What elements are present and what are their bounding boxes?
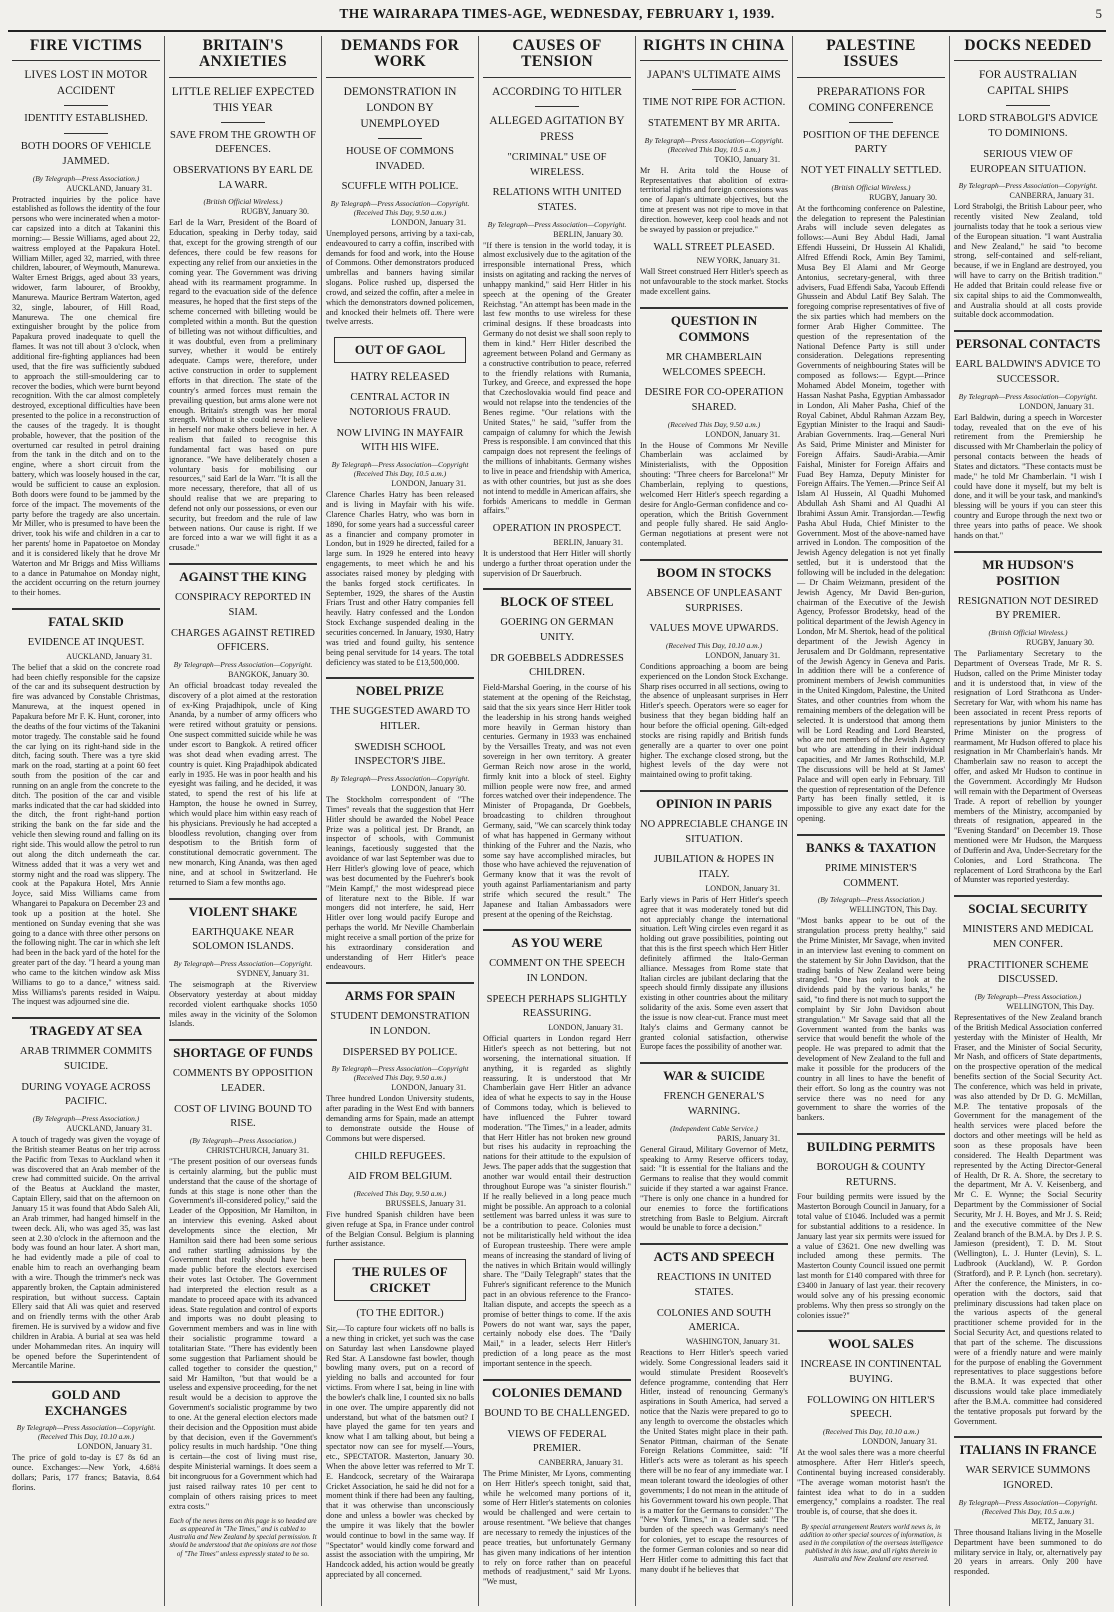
subheading: NOW LIVING IN MAYFAIR WITH HIS WIFE.	[336, 427, 464, 454]
divider	[378, 138, 422, 139]
subheading: MINISTERS AND MEDICAL MEN CONFER.	[962, 924, 1094, 950]
copyright-note: Each of the news items on this page is so headed are as appeared in "The Times," and is cabled to Australia and New Zealand by special permission. It should be understood that the opinions are not those of "The Times" unless expressly stated to be so.	[169, 1517, 317, 1558]
story-headline: THE RULES OF CRICKET	[334, 1259, 466, 1301]
story-headline: BLOCK OF STEEL	[483, 588, 631, 610]
subheading: COST OF LIVING BOUND TO RISE.	[174, 1103, 312, 1130]
article-body: Four building permits were issued by the Masterton Borough Council in January, for a total value of £1046. Included was a permit for substantial additions to a residence. In January last year six permits were issued for a value of £3621. One new dwelling was included among these permits. The Masterton County Council issued one permit last month for £140 compared with three for £3400 in January of last year. their recovery would solve any of his pressing economic problems. Why then press so strongly on the colonies issue?"	[797, 1192, 945, 1320]
subheading: COMMENTS BY OPPOSITION LEADER.	[172, 1068, 314, 1094]
subheading: STUDENT DEMONSTRATION IN LONDON.	[330, 1011, 470, 1037]
article-body: The Stockholm correspondent of "The Times" reveals that the suggestion that Herr Hitler should be awarded the Nobel Peace Prize was a political jest. Dr Brandt, an inspector of schools, with Communist leanings, facetiously suggested that the avoidance of war last September was due to Herr Hitler's glowing love of peace, which was best documented by the Fuehrer's book "Mein Kampf," the most widespread piece of literature next to the Bible. If war mongers did not interfere, he said, Herr Hitler over long would pacify Europe and perhaps the world. Mr Neville Chamberlain might receive a small portion of the prize for his extraordinary consideration and understanding of Herr Hitler's peace endeavours.	[326, 795, 474, 972]
story-headline: MR HUDSON'S POSITION	[954, 551, 1102, 589]
subheading: CHARGES AGAINST RETIRED OFFICERS.	[171, 627, 315, 654]
dateline: BERLIN, January 31.	[553, 537, 623, 547]
dateline: LONDON, January 31.	[1019, 401, 1094, 411]
story-headline: NOBEL PRIZE	[326, 677, 474, 699]
byline: By Telegraph—Press Association—Copyright. (Received This Day, 10.10 a.m.)	[16, 1423, 156, 1442]
article-body: Field-Marshal Goering, in the course of his statement at the opening of the Reichstag, said that the six years since Herr Hitler took the leadership in his strong hands weighed more heavily in German history than centuries. Germany in 1933 was enchained by the Versailles Treaty, and was not even sovereign in her own territory. A greater German Reich now arose in the world, firmly knit into a block of steel. Eighty million people were now free, and armed forces watched over their independence. The Minister of Propaganda, Dr Goebbels, broadcasting to children throughout Germany, said, "We can scarcely think today of what has happened in Germany without thinking of the Fuhrer and the Nazis, who some say have accomplished miracles, but those who have achieved the rejuvenation of Germany know that it was the revolt of youth against Parliamentarianism and party strife which secured the result." The Japanese and Italian Ambassadors were present at the opening of the Reichstag.	[483, 683, 631, 919]
subheading: PRACTITIONER SCHEME DISCUSSED.	[967, 959, 1089, 986]
subheading: STATEMENT BY MR ARITA.	[648, 118, 780, 130]
subheading: FOR AUSTRALIAN CAPITAL SHIPS	[978, 69, 1078, 98]
story-headline: OPINION IN PARIS	[640, 790, 788, 812]
dateline: BERLIN, January 30.	[553, 229, 623, 239]
byline: (British Official Wireless.)	[988, 628, 1068, 638]
article-body: Earl Baldwin, during a speech in Worcester today, revealed that on the eve of his retirement from the Premiership he discussed with Mr Chamberlain the policy of personal contacts between the heads of States and dictators. "These contacts must be made," he told Mr Chamberlain. "I wish I could have done it myself, but my belt is done, and it will be your task, and mankind's blessing will be yours if you can steer this country and Europe through the next two or three years into paths of peace. We shook hands on that."	[954, 412, 1102, 540]
dateline: LONDON, January 31.	[77, 1442, 152, 1452]
subheading: DR GOEBBELS ADDRESSES CHILDREN.	[490, 652, 624, 679]
subheading: EVIDENCE AT INQUEST.	[27, 637, 145, 649]
column-fire-victims	[8, 36, 165, 1606]
byline: By Telegraph—Press Association—Copyright.	[173, 659, 313, 669]
byline: By Telegraph—Press Association—Copyright (Received This Day, 9.50 a.m.)	[331, 1064, 469, 1083]
subheading: NO APPRECIABLE CHANGE IN SITUATION.	[640, 819, 788, 845]
subheading: COLONIES AND SOUTH AMERICA.	[656, 1307, 772, 1334]
dateline: LONDON, January 31.	[862, 1437, 937, 1447]
subheading: SWEDISH SCHOOL INSPECTOR'S JIBE.	[354, 741, 446, 768]
byline: (By Telegraph—Press Association.)	[974, 992, 1082, 1002]
headline: PALESTINE ISSUES	[797, 36, 945, 78]
subheading: RELATIONS WITH UNITED STATES.	[492, 187, 622, 213]
subheading: WAR SERVICE SUMMONS IGNORED.	[965, 1465, 1091, 1492]
story-headline: ACTS AND SPEECH	[640, 1243, 788, 1265]
story-headline: GOLD AND EXCHANGES	[12, 1381, 160, 1419]
article-body: At the wool sales there was a more cheerful atmosphere. After Herr Hitler's speech, Continental buying increased considerably. "The average woman motorist hasn't the faintest idea what to do in a sudden emergency," complains a roadster. The real trouble is, of course, that she does it.	[797, 1448, 945, 1517]
article-body: Protracted inquiries by the police have established as follows the identity of the four persons who were incinerated when a motor-car capsized into a ditch at Takanini this morning:— Bessie Williams, aged about 22, waitress employed at the Papakura Hotel. William Miller, aged 32, married, with three children, labourer, of Weymouth, Manurewa. Walter Ernest Briggs, aged about 33 years, widower, farm labourer, of Brookby, Manurewa. Maurice Bertram Waterton, aged 32, single, labourer, of Hill Road, Manurewa. The one chemical fire extinguisher brought by the police from Papakura proved inadequate to quell the flames. It was not till about 3 o'clock, when additional fire-fighting appliances had been used, that the fire was sufficiently subdued to approach the still-smouldering car to recover the bodies, which were burnt beyond recognition. With the car almost completely destroyed, exceptional difficulties have been presented to the police in a reconstruction of the causes of the tragedy. It is thought probable, however, that the position of the overturned car resulted in petrol draining from the tank in the ditch and on to the engine, where a short circuit from the battery, which was loosely housed in the car, would be sufficient to cause an explosion. Both doors were found to be jammed by the force of the impact. The movements of the party before the tragedy are also uncertain. Mr Miller, who is presumed to have been the driver, took his wife and children in a car to her parents' home in Papatoetoe on Monday and it is considered likely that he drove Mr Waterton and Mr Briggs and Miss Williams to a dance in Patumahoe on Monday night, the accident occurring on the return journey to their homes.	[12, 194, 160, 598]
dateline: AUCKLAND, January 31.	[66, 1124, 152, 1134]
story-headline: AGAINST THE KING	[169, 563, 317, 585]
dateline: RUGBY, January 30.	[241, 207, 309, 217]
subheading: PREPARATIONS FOR COMING CONFERENCE	[808, 85, 934, 114]
subheading: ACCORDING TO HITLER	[492, 85, 622, 98]
column-palestine-issues	[793, 36, 950, 1606]
story-headline: QUESTION IN COMMONS	[640, 307, 788, 345]
byline: By Telegraph—Press Association—Copyright. (Received This Day, 10.5 a.m.)	[644, 135, 784, 154]
dateline: RUGBY, January 30.	[1026, 638, 1094, 648]
subheading: FOLLOWING ON HITLER'S SPEECH.	[807, 1394, 935, 1421]
subheading: CONSPIRACY REPORTED IN SIAM.	[174, 592, 312, 618]
subheading: SERIOUS VIEW OF EUROPEAN SITUATION.	[969, 148, 1087, 175]
byline: By Telegraph—Press Association—Copyright. (Received This Day, 10.5 a.m.)	[958, 1497, 1098, 1516]
story-headline: ITALIANS IN FRANCE	[954, 1436, 1102, 1458]
byline: (British Official Wireless.)	[831, 182, 911, 192]
subheading: FRENCH GENERAL'S WARNING.	[663, 1091, 765, 1118]
divider	[1006, 105, 1050, 106]
subheading: THE SUGGESTED AWARD TO HITLER.	[329, 706, 471, 733]
article-body: "If there is tension in the world today, it is almost exclusively due to the agitation of the irresponsible international Press, which insists on agitating and racking the nerves of unhappy mankind," said Herr Hitler in his speech at the opening of the Greater Reichstag. "An attempt has been made in the last few months to use wireless for these criminal designs. If these broadcasts into Germany do not desist we shall soon reply to them in kind." Herr Hitler described the agreement between Poland and Germany as a constructive contribution to peace, referred to the friendly relations with Rumania, Turkey, and Greece, and expressed the hope that Czechoslovakia would find peace and would not relapse into the tendencies of the Benes regime. "Our relations with the United States," he said, "suffer from the campaign of calumny for which the Jewish Press is responsible. I am convinced that this campaign does not represent the feelings of the millions of inhabitants. Germany wishes to live in peace and friendship with America, as with other countries, but just as she does not intend to meddle in American affairs, she forbids Americans to meddle in German affairs."	[483, 240, 631, 516]
article-body: "The present position of our overseas funds is certainly alarming, but the public must understand that the cause of the shortage of funds at this stage is none other than the Government's ill-considered policy," said the Leader of the Opposition, Mr Hamilton, in an interview this evening. Asked about developments since the election, Mr Hamilton said there had been some serious and rather startling admissions by the Government that really should have been made public before the electors exercised their votes last October. The Government had interpreted the election result as a mandate to proceed apace with its advanced ideas. State regulation and control of exports and imports was no doubt pleasing to Government members and was in line with their socialistic programme toward a totalitarian State. "There has evidently been some suggestion that Parliament should be called together to consider the question," said Mr Hamilton, "but that would be a useless and expensive proceeding, for the net result would be a decision to approve the Government's socialistic programme by two to one. At the general election electors made their decision and the Opposition must abide by that decision, even if the Government's policy results in much hardship. "One thing is certain—the cost of living must rise, despite Ministerial warnings. It does seem a bit incongruous for a Government which had just raised railway rates 10 per cent to complain of others raising prices to meet extra costs."	[169, 1156, 318, 1511]
article-body: The Parliamentary Secretary to the Department of Overseas Trade, Mr R. S. Hudson, called on the Prime Minister today and it is understood that, in view of the resignation of Lord Strathcona as Under-Secretary for War, with whom his name has been associated in recent Press reports of representations by junior Ministers to the Prime Minister on the progress of rearmament, Mr Hudson offered to place his resignation in Mr Chamberlain's hands. Mr Chamberlain saw no reason to accept the offer, and asked Mr Hudson to continue in the Government. Accordingly Mr Hudson will remain with the Department of Overseas Trade. A report of rebellion by younger members of the Ministry, accompanied by threats of resignation, appeared in the "Evening Standard" on December 19. Those mentioned were Mr Hudson, the Marquess of Dufferin and Ava, Under-Secretary for the Colonies, and Lord Strathcona. The replacement of Lord Strathcona by the Earl of Munster was reported yesterday.	[954, 649, 1102, 885]
byline: By Telegraph—Press Association—Copyright (Received This Day, 10.5 a.m.)	[331, 460, 469, 479]
subheading: RESIGNATION NOT DESIRED BY PREMIER.	[957, 595, 1099, 622]
subheading: VIEWS OF FEDERAL PREMIER.	[507, 1428, 607, 1455]
byline: By Telegraph—Press Association—Copyright.	[958, 391, 1098, 401]
article-body: The belief that a skid on the concrete road had been chiefly responsible for the capsize of the car and its subsequent destruction by fire was advanced by Constable Christmas, Manurewa, at the inquest opened in Papakura before Mr F. K. Hunt, coroner, into the deaths of the four victims of the Takanini motor tragedy. The constable said he found the car lying on its right-hand side in the ditch, facing south. There was a tyre skid mark on the road, starting at a point 60 feet south from the position of the car and running on an angle from the concrete to the ditch. The position of the car and visible marks indicated that the car had skidded into the ditch, the front right-hand portion striking the bank on the far side and the vehicle then slewing round and falling on its right side. This would allow the petrol to run out along the ditch underneath the car. Witness added that it was a very wet and stormy night and the road was slippery. The cook at the Papakura Hotel, Mrs Annie Joyce, said Miss Williams came from Whangarei to Papakura on December 23 and took up a position at the hotel. She mentioned on Sunday evening that she was going to a dance with three other persons on the following night. The car in which she left had been in the back yard of the hotel for the greater part of the day. "I heard a young man who came to the kitchen window ask Miss Williams to go to a dance," witness said. Miss Williams's parents resided in Waipu. The inquest was adjourned sine die.	[12, 662, 160, 1007]
subheading: EARTHQUAKE NEAR SOLOMON ISLANDS.	[191, 926, 295, 953]
dateline: PARIS, January 31.	[717, 1133, 780, 1143]
divider	[221, 122, 265, 123]
headline: DEMANDS FOR WORK	[326, 36, 474, 78]
subheading: OBSERVATIONS BY EARL DE LA WARR.	[173, 165, 313, 191]
article-body: Sir,—To capture four wickets off no balls is a new thing in cricket, yet such was the case on Saturday last when Lansdowne played Red Star. A Lansdowne fast bowler, though bowling many overs, put on a record of yielding no balls and accounted for four victims. From where I sat, being in line with the bowler's chalk line, I counted six no balls in one over. The umpire apparently did not understand, but what of the batsmen out? I have played the game for ten years and know what I am talking about, but being a spectator now can see for myself.—Yours, etc., SPECTATOR. Masterton, January 30. When the above letter was referred to Mr T. E. Handcock, secretary of the Wairarapa Cricket Association, he said he did not for a moment think if there had been any faulting, that it was otherwise than unconsciously done and unless a bowler was checked by the umpire it was likely that the bowler would continue to bowl in the same way. If "Spectator" would kindly come forward and assist the association with the umpiring, Mr Handcock added, his action would be greatly appreciated by all concerned.	[326, 1324, 474, 1580]
article-body: Clarence Charles Hatry has been released and is living in Mayfair with his wife. Clarence Charles Hatry, who was born in 1890, for some years had a successful career as a financier and company promoter in London, but in 1929 he directed, failed for a large sum. In 1929 he entered into heavy engagements, to meet which he and his associates raised money by pledging with the banks forged stock certificates. In September, 1929, the shares of the Austin Friars Trust and other Hatry companies fell heavily. Hatry confessed and the London Stock Exchange suspended dealing in the securities concerned. In January, 1930, Hatry was tried and found guilty, his sentence being penal servitude for 14 years. The total deficiency was stated to be £13,500,000.	[326, 490, 474, 667]
dateline: LONDON, January 31.	[391, 479, 466, 489]
article-body: Mr H. Arita told the House of Representatives that abolition of extra-territorial rights and foreign concessions was one of Japan's ultimate objectives, but the time at present was not ripe to move in that direction. however, keep cool heads and not be swayed by passion or prejudice."	[640, 165, 788, 234]
article-body: An official broadcast today revealed the discovery of a plot aimed at the restoration of ex-King Prajadhipok, uncle of King Ananda, by a number of army officers who were retired without gratuity or pensions. One suspect committed suicide while he was under escort to Bangkok. A retired officer was shot dead when evading arrest. The country is quiet. King Prajadhipok abdicated early in 1935. He was in poor health and his eyesight was failing, and he decided, it was stated, to spend the rest of his life at Hampton, the house he owned in Surrey, which would place him within easy reach of his physicians. Previously he had accepted a bloodless revolution, changing over from despotism to the British form of constitutional democratic government. The new monarch, King Ananda, was then aged nine, and at school in Switzerland. He returned to Siam a few months ago.	[169, 680, 317, 887]
dateline: AUCKLAND, January 31.	[66, 651, 152, 661]
subheading: SCUFFLE WITH POLICE.	[341, 181, 459, 193]
subheading: MR CHAMBERLAIN WELCOMES SPEECH.	[662, 351, 766, 378]
subheading: VALUES MOVE UPWARDS.	[649, 623, 779, 635]
story-headline: TRAGEDY AT SEA	[12, 1017, 160, 1039]
byline: (British Official Wireless.)	[203, 197, 283, 207]
article-body: The price of gold to-day is £7 8s 6d an ounce. Exchanges:—New York, 4.68¼ dollars; Paris, 177 francs; Batavia, 8.64 florins.	[12, 1453, 160, 1492]
story-headline: ARMS FOR SPAIN	[326, 982, 474, 1004]
article-body: Five hundred Spanish children have been given refuge at Spa, in France under control of the Belgian Consul. Belgium is planning further assistance.	[326, 1209, 474, 1249]
article-body: "Most banks appear to be out of the strangulation process pretty healthy," said the Prime Minister, Mr Savage, when invited in an interview last evening to comment on the statement by Sir John Davidson, that the trading banks of New Zealand were being strangled. "One has only to look at the dividends paid by the various banks," he said, "to find there is not much to support the complaint by Sir John Davidson about strangulation." Mr Savage said that all the Government wanted from the banks was service that would benefit the whole of the people. He was prepared to admit that the development of New Zealand to the full and make it possible for the producers of the country in all lines to have the benefit of their effort. So long as the country was not service there was no need for any government to share the worries of the bankers.	[797, 916, 945, 1123]
story-headline: SOCIAL SECURITY	[954, 895, 1102, 917]
subheading: EARL BALDWIN'S ADVICE TO SUCCESSOR.	[955, 359, 1101, 386]
byline: By Telegraph—Press Association—Copyright.	[487, 219, 627, 229]
article-body: Reactions to Herr Hitler's speech varied widely. Some Congressional leaders said it would stimulate President Roosevelt's defence programme, contending that Herr Hitler, instead of renouncing Germany's aspirations in South America, had served a notice that the Nazis were prepared to go to any length to overcome the obstacles which the United States might place in their path. Senator Pittman, chairman of the Senate Foreign Relations Committee, said: "If Hitler's acts were as tolerant as his speech there will be no fear of any immediate war. I mean tolerant toward the ideologies of other governments; I do not mean in the attitude of his Government toward his own people. That is a matter for the Germans to consider." The "New York Times," in a leader said: "The burden of the speech was Germany's need for colonies, yet to escape the resources of the former German colonies and so near did Herr Hitler come to admitting this fact that many doubt if he believes that	[640, 1348, 788, 1574]
columns	[8, 36, 1106, 1606]
byline: By Telegraph—Press Association—Copyright. (Received This Day, 9.50 a.m.)	[330, 198, 470, 217]
subheading: BOUND TO BE CHALLENGED.	[484, 1407, 630, 1419]
dateline: AUCKLAND, January 31.	[66, 183, 152, 193]
byline: (Received This Day, 9.50 a.m.)	[667, 419, 761, 429]
article-body: The Prime Minister, Mr Lyons, commenting on Herr Hitler's speech tonight, said that, while he welcomed many portions of it, some of Herr Hitler's statements on colonies would be challenged and were certain to arouse resentment. "We believe that changes are necessary to remedy the injustices of the peace treaties, but unfortunately Germany has given many indications of her intention to rely on force rather than on peaceful methods of readjustment," said Mr Lyons. "We must,	[483, 1468, 631, 1587]
masthead	[8, 6, 1106, 32]
divider	[692, 89, 736, 90]
byline: (By Telegraph—Press Association.)	[32, 1114, 140, 1124]
subheading: REACTIONS IN UNITED STATES.	[656, 1272, 772, 1298]
subheading: DESIRE FOR CO-OPERATION SHARED.	[644, 387, 784, 413]
copyright-note: By special arrangement Reuters world news is, in addition to other special sources of information, is used in the compilation of the overseas intelligence published in this issue, and all rights therein in Australia and New Zealand are reserved.	[799, 1523, 943, 1564]
dateline: CANBERRA, January 31.	[1009, 191, 1094, 201]
subheading: COMMENT ON THE SPEECH IN LONDON.	[489, 958, 625, 985]
byline: (Received This Day, 10.10 a.m.)	[665, 640, 763, 650]
headline: CAUSES OF TENSION	[483, 36, 631, 78]
article-body: It is understood that Herr Hitler will shortly undergo a further throat operation under the supervision of Dr Sauerbruch.	[483, 548, 631, 578]
subheading: BOROUGH & COUNTY RETURNS.	[816, 1162, 926, 1188]
subheading: DISPERSED BY POLICE.	[342, 1046, 458, 1058]
article-body: The seismograph at the Riverview Observatory yesterday at about midday recorded violent earthquake shocks 1050 miles away in the vicinity of the Solomon Islands.	[169, 980, 317, 1029]
divider	[64, 105, 108, 106]
column-causes-of-tension	[479, 36, 636, 1606]
byline: (By Telegraph—Press Association.)	[189, 1135, 297, 1145]
subheading: WALL STREET PLEASED.	[653, 241, 775, 253]
subheading: LITTLE RELIEF EXPECTED THIS YEAR	[171, 85, 315, 114]
headline: FIRE VICTIMS	[12, 36, 160, 61]
dateline: TOKIO, January 31.	[714, 154, 780, 164]
article-body: Official quarters in London regard Herr Hitler's speech as not bettering, but not worsening, the international situation. If anything, it is regarded as slightly reassuring. It is understood that Mr Chamberlain gave Herr Hitler an advance idea of what he expects to say in the House of Commons today, which is believed to have influenced the Fuhrer toward moderation. "The Times," in a leader, admits that Herr Hitler has not broken new ground but rises his audacity in reproaching the nations for their attitude to the expulsion of Jews. The paper adds that the suggestion that another war would entail their destruction throughout Europe was "a sinister flourish." If he really believed in a long peace much might be possible. An approach to a colonial settlement was barred unless it was sure to be a contribution to peace. Colonies must not be militaristically held without the idea of European trusteeship. There were ample means of increasing the standard of living of the natives in which Britain would willingly share. The "Daily Telegraph" states that the Fuhrer's significant reference to the Munich pact in an obvious reference to the Franco-Italian dispute, and accepts the speech as a promise of better things to come. If the axis Powers do not want war, says the paper, certainly nobody else does. The "Daily Mail," in a leader, selects Herr Hitler's prediction of a long peace as the most important sentence in the speech.	[483, 1034, 631, 1368]
masthead-title: THE WAIRARAPA TIMES-AGE, WEDNESDAY, FEBRUARY 1, 1939.	[339, 6, 775, 21]
story-headline: WAR & SUICIDE	[640, 1062, 788, 1084]
byline: (By Telegraph—Press Association.)	[32, 173, 140, 183]
dateline: BANGKOK, January 30.	[228, 669, 309, 679]
article-body: Unemployed persons, arriving by a taxi-cab, endeavoured to carry a coffin, inscribed with demands for food and work, into the House of Commons. Other demonstrators produced umbrellas and banners having similar slogans. Police rushed up, dispersed the crowd, and seized the coffin, after a melee in which the demonstrators downed policemen, and knocked their helmets off. There were twelve arrests.	[326, 228, 474, 327]
article-body: In the House of Commons Mr Neville Chamberlain was acclaimed by Ministerialists, with the Opposition shouting: "Three cheers for Barcelona!" Mr Chamberlain, replying to questions, welcomed Herr Hitler's speech regarding a desire for Anglo-German confidence and co-operation, which the British Government and people fully shared. He said Anglo-German negotiations at present were not contemplated.	[640, 440, 788, 549]
dateline: WELLINGTON, This Day.	[1006, 1002, 1094, 1012]
article-body: Lord Strabolgi, the British Labour peer, who recently visited New Zealand, told journalists today that he took a serious view of the European situation. "I want Australia and New Zealand," he said "to become strong, self-contained and self-reliant, because, if we in England are destroyed, you will have to carry on the British tradition." He added that Britain could release five or six capital ships to aid the Commonwealth, and Australia should at all costs provide suitable dock accommodation.	[954, 202, 1102, 320]
divider	[535, 106, 579, 107]
headline: RIGHTS IN CHINA	[640, 36, 788, 61]
headline: DOCKS NEEDED	[954, 36, 1102, 61]
subheading: CHILD REFUGEES.	[354, 1150, 446, 1162]
subheading: SAVE FROM THE GROWTH OF DEFENCES.	[169, 129, 317, 156]
article-body: Three thousand Italians living in the Moselle Department have been summoned to do military service in Italy, or, alternatively pay 20 years in arrears. Only 200 have responded.	[954, 1527, 1102, 1577]
story-headline: OUT OF GAOL	[334, 337, 466, 363]
byline: (Received This Day, 10.10 a.m.)	[822, 1427, 920, 1437]
dateline: METZ, January 31.	[1031, 1516, 1094, 1526]
column-britains-anxieties	[165, 36, 322, 1606]
story-headline: BUILDING PERMITS	[797, 1133, 945, 1155]
article-body: Wall Street construed Herr Hitler's speech as not unfavourable to the stock market. Stocks made excellent gains.	[640, 267, 788, 297]
headline: BRITAIN'S ANXIETIES	[169, 36, 317, 78]
page-number: 5	[1095, 6, 1102, 21]
dateline: BRUSSELS, January 31.	[385, 1198, 466, 1208]
subheading: INCREASE IN CONTINENTAL BUYING.	[800, 1359, 942, 1386]
dateline: RUGBY, January 30.	[869, 192, 937, 202]
dateline: WASHINGTON, January 31.	[685, 1337, 780, 1347]
byline: By Telegraph—Press Association—Copyright.	[958, 181, 1098, 191]
dateline: LONDON, January 31.	[391, 217, 466, 227]
subheading: HOUSE OF COMMONS INVADED.	[346, 145, 454, 172]
story-headline: WOOL SALES	[797, 1330, 945, 1352]
article-body: Representatives of the New Zealand branch of the British Medical Association conferred yesterday with the Minister of Health, Mr Fraser, and the Minister of Social Security, Mr Nash, and officers of State departments, on the prospective operation of the medical benefits section of the Social Security Act. The conference, which was held in private, was also attended by Dr D. G. McMillan, M.P. The tentative proposals of the Government for the management of the health services were placed before the doctors and other meetings will be held as soon as these proposals have been considered. The Health Department was represented by the Acting Director-General of Health, Dr R. A. Shore, the secretary to the department, Mr A. V. Keisenberg, and Mr C. E. Wynne; the Social Security Department by the Commissioner of Social Security, Mr J. H. Boyes, and Mr J. S. Reid; and the executive committee of the New Zealand branch of the B.M.A. by Drs J. P. S. Jamieson (president), T. D. M. Stout (Wellington), L. J. Hunter (Levin), S. L. Ludbrook (Auckland), W. P. Gordon (Stratford), and P. P. Lynch (hon. secretary). After the conference, the Ministers, in co-operation with the doctors, said that preliminary discussions had taken place on the various aspects of the general practitioner scheme provided for in the Social Security Act, and questions related to that part of the scheme. The discussions were of a friendly nature and were mainly for the purpose of enabling the Government representatives to place suggestions before the B.M.A. It was expected that other discussions would take place immediately after the B.M.A. committee had considered the tentative proposals put forward by the Government.	[954, 1013, 1102, 1426]
article-body: Conditions approaching a boom are being experienced on the London Stock Exchange. Sharp rises occurred in all sections, owing to the absence of unpleasant surprises in Herr Hitler's speech. Operators were so eager for business that they began bidding half an hour before the official opening. Gilt-edged stocks are rising rapidly and British funds generally are a quarter to over one point higher. The exchange closed strong, but the highest levels of the day were not maintained owing to profit taking.	[640, 661, 788, 780]
subheading: JUBILATION & HOPES IN ITALY.	[653, 854, 775, 881]
dateline: NEW YORK, January 31.	[696, 256, 780, 266]
subheading: GOERING ON GERMAN UNITY.	[500, 617, 614, 644]
story-headline: BOOM IN STOCKS	[640, 559, 788, 581]
column-rights-in-china	[636, 36, 793, 1606]
story-headline: BANKS & TAXATION	[797, 834, 945, 856]
dateline: LONDON, January 31.	[705, 650, 780, 660]
subheading: DEMONSTRATION IN LONDON BY UNEMPLOYED	[343, 85, 457, 130]
subheading: JAPAN'S ULTIMATE AIMS	[647, 69, 781, 82]
dateline: WELLINGTON, This Day.	[849, 905, 937, 915]
divider	[849, 122, 893, 123]
divider	[64, 133, 108, 134]
story-headline: FATAL SKID	[12, 608, 160, 630]
byline: By Telegraph—Press Association—Copyright.	[173, 959, 313, 968]
story-headline: SHORTAGE OF FUNDS	[169, 1039, 317, 1061]
article-body: At the forthcoming conference on Palestine, the delegation to represent the Palestinian Arabs will include seven delegates as follows:—Auni Bey Abdul Hadi, Jamal Effendi Husseini, Dr Hussein Al Khalidi, Alfred Effendi Rock, Amin Bey Tamimi, Musa Bey El Alami and Mr George Antonius, secretary-general, with three advisers, Fuad Effendi Saba, Yacoub Effendi Ghussein and Abdul Latif Bey Salah. The foregoing comprise representatives of five of the six parties which had members on the former Arab Higher Committee. The question of the representation of the National Defence Party is still under consideration. Delegations representing Governments of neighbouring States will be composed as follows:— Egypt.—Prince Mohamed Abdel Moneim, together with Hassan Nashat Pasha, Egyptian Ambassador in London, Ali Maher Pasha, Chief of the Royal Cabinet, Abdul Rahman Azzam Bey, Egyptian Minister to the Iraqui and Saudi-Arabian Governments. Iraq.—General Nuri As Said, Prime Minister and Minister for Foreign Affairs. Saudi-Arabia.—Amir Faishal, Minister for Foreign Affairs and Fuad Bey Hamza, Deputy Minister for Foreign Affairs. The Yemen.—Prince Seif Al Islam Al Hussein, Al Quadhi Muhomed Abdullah Ash Shami and Al Quadhi Al Ibrahimi Assun Amir. Transjordan.—Tewfig Pasha Abul Huda, Chief Minister to the Government. Most of the above-named have arrived in London. The composition of the Jewish Agency delegation is not yet finally settled, but it is understood that the following will be included in the delegation:— Dr Chaim Weizmann, president of the Jewish Agency, Mr David Ben-gurion, chairman of the Executive of the Jewish Agency, Professor Brodetsky, head of the political department of the Jewish Agency in London, Mr M. Shertok, head of the political department of the Jewish Agency in Jerusalem and Dr Goldmann, representative of the Jewish Agency in Geneva and Paris. In addition there will be a conference of prominent members of Jewish communities in the United Kingdom, Palestine, the United States, and other countries from whom the remaining members of the delegation will be selected. It is understood that among them will be Lord Reading and Lord Bearsted, who are not members of the Jewish Agency but who are attending in their individual capacities, and Mr James Rothschild, M.P. The discussions will be held at St James' Palace and will open early in February. Till the question of representation of the Defence Party has been finally settled, it is impossible to give any exact date for the opening.	[797, 203, 945, 824]
subheading: ARAB TRIMMER COMMITS SUICIDE.	[19, 1046, 153, 1073]
dateline: LONDON, January 30.	[391, 784, 466, 794]
article-body: Earl de la Warr, President of the Board of Education, speaking in Derby today, said that, except for the growing strength of our defences, there could be few reasons for expecting any relief from our anxieties in the coming year. The Government was driving ahead with its rearmament programme. In regard to the evacuation side of the defence measures, he hoped that the first steps of the scheme concerned with billeting would be completed within a month. But the question of billeting was not without difficulties, and it was doubtful, even from a preliminary survey, whether it would be entirely adequate. Camps were, therefore, under active construction in order to supplement efforts in that direction. The state of the country's armed forces must remain the prevailing question, but arms alone were not enough. Britain's strength was her moral strength. Without it she could never believe in herself nor make others believe in her. A realism that failed to recognise this fundamental fact was based on pure ignorance. "We have deliberately chosen a voluntary basis for mobilising our resources," said Earl de la Warr. "It is all the more necessary, therefore, that all of us should realise that we are preparing to defend not only our possessions, or even our security, but freedom and the rule of law between nations. Our cause is right. If we are forced into a war we will fight it as a crusade."	[169, 218, 317, 553]
subheading: ABSENCE OF UNPLEASANT SURPRISES.	[646, 587, 782, 614]
subheading: LORD STRABOLGI'S ADVICE TO DOMINIONS.	[958, 113, 1098, 140]
subheading: DURING VOYAGE ACROSS PACIFIC.	[21, 1081, 151, 1108]
dateline: CHRISTCHURCH, January 31.	[206, 1145, 309, 1155]
article-body: Early views in Paris of Herr Hitler's speech agree that it was moderately toned but did not appreciably change the international situation. Left Wing circles even regard it as holding out grave possibilities, pointing out that this is the first speech which Herr Hitler definitely affirmed the Italo-German alliance. Messages from Rome state that Italian circles are jubilant declaring that the speech should firmly dissipate any illusions existing in other countries about the military solidarity of the axis. Some even assert that the issue is now clear-cut. France must meet Italy's claims and Germany cannot be granted colonial satisfaction, otherwise Europe faces the possibility of another war.	[640, 894, 788, 1052]
subheading: CENTRAL ACTOR IN NOTORIOUS FRAUD.	[349, 392, 451, 419]
subheading: NOT YET FINALLY SETTLED.	[800, 165, 942, 177]
subheading: HATRY RELEASED	[350, 371, 450, 384]
article-body: A touch of tragedy was given the voyage of the British steamer Beatus on her trip across the Pacific from Texas to Auckland when it was discovered that an Arab member of the crew had committed suicide. On the arrival of the Beatus at Auckland the master, Captain Ellery, said that on the afternoon on January 15 it was found that Abdo Saleh Ali, an Arab trimmer, had hanged himself in the tween deck. Ali, who was aged 35, was last seen at 2.30 o'clock in the afternoon and the body was found an hour later. A short man, he had evidently made a pile of coal to enable him to reach an overhanging beam with a wire. Though the trimmer's neck was apparently broken, the Captain administered respiration, but without success. Captain Ellery said that Ali was quiet and reserved and on friendly terms with the other Arab firemen. He is survived by a widow and five children in Arabia. A burial at sea was held under Mohammedan rites. An inquiry will be opened before the Superintendent of Mercantile Marine.	[12, 1135, 160, 1371]
subheading: BOTH DOORS OF VEHICLE JAMMED.	[20, 141, 152, 167]
article-body: General Giraud, Military Governor of Metz, speaking to Army Reserve officers today, said: "It is essential for the Italians and the Germans to realise that they would commit suicide if they started a war against France. "There is only one chance in a hundred for our enemies to force the fortifications stretching from Basle to Belgium. Aircraft would be unable to force a decision."	[640, 1144, 788, 1233]
subheading: TIME NOT RIPE FOR ACTION.	[642, 97, 786, 109]
subheading: POSITION OF THE DEFENCE PARTY	[802, 129, 940, 156]
subheading: IDENTITY ESTABLISHED.	[24, 113, 148, 125]
subheading: LIVES LOST IN MOTOR ACCIDENT	[24, 69, 148, 98]
story-headline: VIOLENT SHAKE	[169, 898, 317, 920]
subheading: OPERATION IN PROSPECT.	[492, 523, 622, 535]
column-demands-for-work	[322, 36, 479, 1606]
dateline: CANBERRA, January 31.	[538, 1457, 623, 1467]
dateline: LONDON, January 31.	[705, 429, 780, 439]
column-docks-needed	[950, 36, 1106, 1606]
subheading: AID FROM BELGIUM.	[347, 1171, 453, 1183]
dateline: LONDON, January 31.	[391, 1083, 466, 1093]
byline: (Received This Day, 9.50 a.m.)	[353, 1188, 447, 1198]
byline: (Independent Cable Service.)	[670, 1123, 758, 1133]
byline: By Telegraph—Press Association—Copyright.	[330, 774, 470, 784]
article-body: Three hundred London University students, after parading in the West End with banners demanding arms for Spain, made an attempt to demonstrate outside the House of Commons but were dispersed.	[326, 1094, 474, 1143]
subheading: (TO THE EDITOR.)	[356, 1308, 444, 1320]
subheading: PRIME MINISTER'S COMMENT.	[824, 862, 918, 889]
subheading: SPEECH PERHAPS SLIGHTLY REASSURING.	[486, 993, 628, 1020]
story-headline: PERSONAL CONTACTS	[954, 330, 1102, 352]
subheading: "CRIMINAL" USE OF WIRELESS.	[507, 151, 607, 178]
dateline: SYDNEY, January 31.	[236, 969, 309, 978]
byline: (By Telegraph—Press Association.)	[817, 895, 925, 905]
subheading: ALLEGED AGITATION BY PRESS	[489, 114, 625, 143]
story-headline: COLONIES DEMAND	[483, 1379, 631, 1401]
story-headline: AS YOU WERE	[483, 929, 631, 951]
dateline: LONDON, January 31.	[548, 1023, 623, 1033]
dateline: LONDON, January 31.	[705, 883, 780, 893]
